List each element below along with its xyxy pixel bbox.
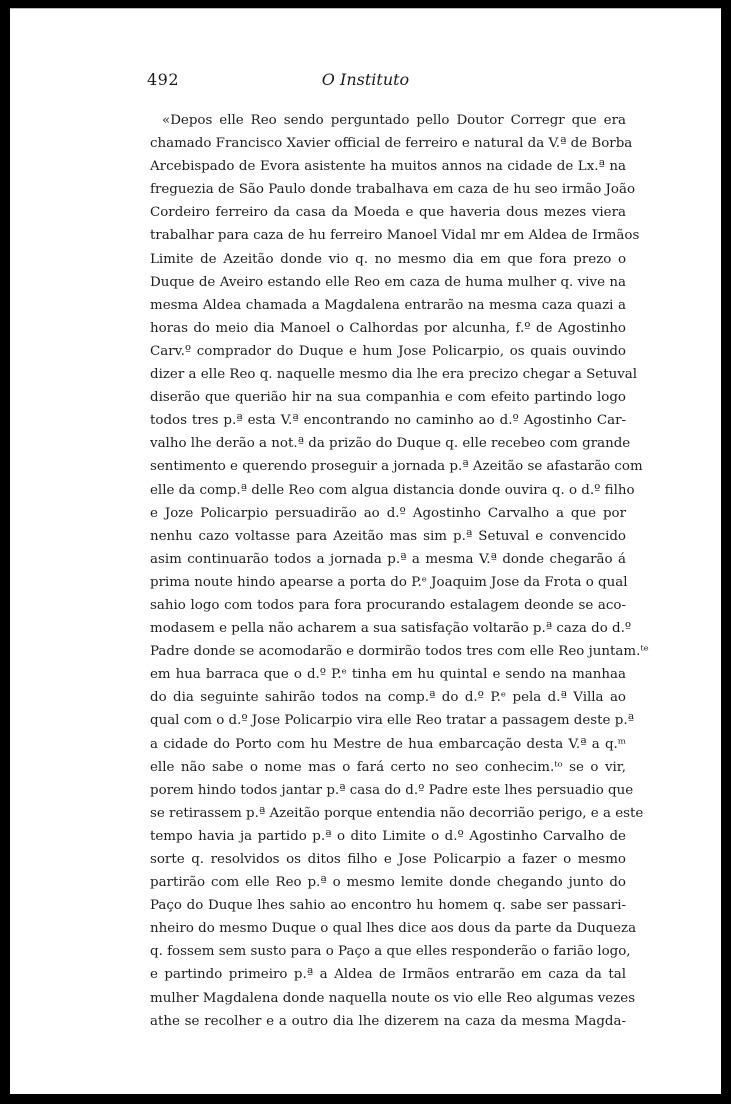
text-line: Padre donde se acomodarão e dormirão todos tres com elle Reo juntam.ᵗᵉ: [150, 644, 649, 660]
text-line: do dia seguinte sahirão todos na comp.ª do d.º P.ᵉ pela d.ª Villa ao: [150, 690, 626, 706]
text-line: mulher Magdalena donde naquella noute os vio elle Reo algumas vezes: [150, 990, 636, 1006]
text-line: q. fossem sem susto para o Paço a que elles responderão o farião logo,: [150, 944, 631, 960]
text-line: «Depos elle Reo sendo perguntado pello Doutor Corregr que era: [162, 113, 626, 128]
text-line: nheiro do mesmo Duque o qual lhes dice aos dous da parte da Duqueza: [150, 921, 637, 937]
text-line: Limite de Azeitão donde vio q. no mesmo dia em que fora prezo o: [150, 251, 626, 267]
text-line: porem hindo todos jantar p.ª casa do d.º Padre este lhes persuadio que: [150, 782, 634, 798]
text-line: valho lhe derão a not.ª da prizão do Duque q. elle recebeo com grande: [150, 436, 631, 452]
text-line: e partindo primeiro p.ª a Aldea de Irmãos entrarão em caza da tal: [150, 967, 626, 983]
text-line: sorte q. resolvidos os ditos filho e Jose Policarpio a fazer o mesmo: [150, 852, 626, 867]
text-line: dizer a elle Reo q. naquelle mesmo dia lhe era precizo chegar a Setuval: [150, 367, 638, 383]
text-line: partirão com elle Reo p.ª o mesmo lemite donde chegando junto do: [150, 875, 626, 891]
page-number: 492: [147, 70, 180, 89]
text-line: prima noute hindo apearse a porta do P.ᵉ Joaquim Jose da Frota o qual: [150, 574, 628, 590]
page-header: [10, 70, 721, 94]
text-line: elle não sabe o nome mas o fará certo no seo conhecim.ᵗᵒ se o vir,: [150, 759, 626, 775]
book-page: [10, 8, 721, 1094]
text-line: freguezia de São Paulo donde trabalhava em caza de hu seo irmão João: [150, 182, 636, 198]
body-paragraph: [150, 109, 649, 1033]
text-line: sentimento e querendo proseguir a jornada p.ª Azeitão se afastarão com: [150, 459, 643, 475]
text-line: Carv.º comprador do Duque e hum Jose Policarpio, os quais ouvindo: [150, 343, 626, 359]
text-line: diserão que querião hir na sua companhia e com efeito partindo logo: [150, 390, 626, 406]
text-line: nenhu cazo voltasse para Azeitão mas sim p.ª Setuval e convencido: [150, 528, 626, 544]
text-line: mesma Aldea chamada a Magdalena entrarão na mesma caza quazi a: [150, 297, 626, 313]
text-line: todos tres p.ª esta V.ª encontrando no caminho ao d.º Agostinho Car-: [150, 413, 626, 429]
running-title: O Instituto: [321, 70, 410, 89]
text-line: em hua barraca que o d.º P.ᵉ tinha em hu quintal e sendo na manhaa: [150, 667, 626, 683]
text-line: a cidade do Porto com hu Mestre de hua embarcação desta V.ª a q.ᵐ: [150, 736, 626, 752]
text-line: elle da comp.ª delle Reo com algua distancia donde ouvira q. o d.º filho: [150, 482, 635, 498]
text-line: chamado Francisco Xavier official de ferreiro e natural da V.ª de Borba: [150, 136, 633, 152]
text-line: e Joze Policarpio persuadirão ao d.º Agostinho Carvalho a que por: [150, 505, 626, 521]
text-line: tempo havia ja partido p.ª o dito Limite o d.º Agostinho Carvalho de: [150, 828, 626, 844]
text-line: qual com o d.º Jose Policarpio vira elle Reo tratar a passagem deste p.ª: [150, 713, 634, 729]
text-line: modasem e pella não acharem a sua satisfação voltarão p.ª caza do d.º: [150, 621, 632, 637]
text-line: sahio logo com todos para fora procurando estalagem deonde se aco-: [150, 597, 626, 613]
text-line: Duque de Aveiro estando elle Reo em caza de huma mulher q. vive na: [150, 274, 626, 290]
text-line: athe se recolher e a outro dia lhe dizerem na caza da mesma Magda-: [150, 1013, 626, 1029]
text-line: se retirassem p.ª Azeitão porque entendia não decorrião perigo, e a este: [150, 805, 644, 821]
text-line: horas do meio dia Manoel o Calhordas por alcunha, f.º de Agostinho: [150, 320, 626, 336]
text-line: trabalhar para caza de hu ferreiro Manoel Vidal mr em Aldea de Irmãos: [150, 228, 640, 244]
text-line: Arcebispado de Evora asistente ha muitos annos na cidade de Lx.ª na: [150, 159, 626, 175]
text-line: Paço do Duque lhes sahio ao encontro hu homem q. sabe ser passari-: [150, 898, 626, 914]
text-line: asim continuarão todos a jornada p.ª a mesma V.ª donde chegarão á: [150, 551, 626, 567]
text-line: Cordeiro ferreiro da casa da Moeda e que haveria dous mezes viera: [150, 205, 626, 221]
